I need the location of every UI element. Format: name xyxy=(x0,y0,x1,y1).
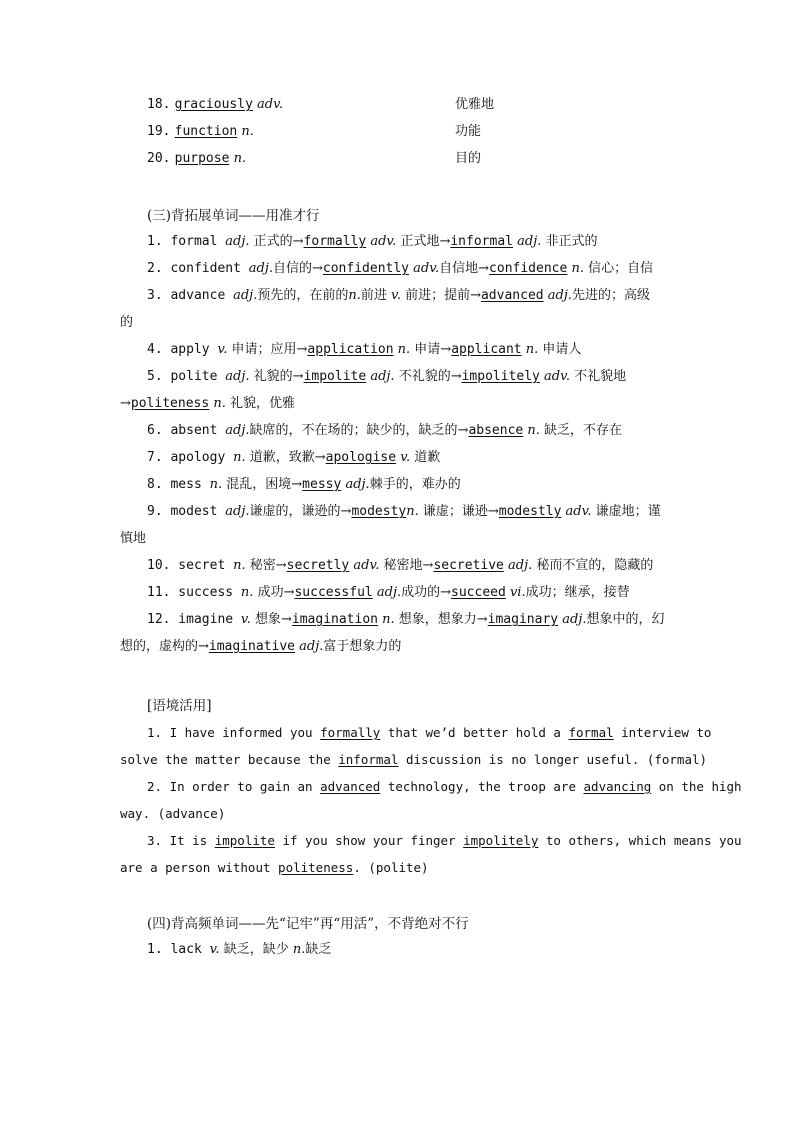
text-segment: 道歉 xyxy=(410,450,441,465)
vocab-row xyxy=(147,91,567,118)
text-segment: 9. modest xyxy=(147,504,226,519)
text-segment: 缺席的，不在场的；缺少的，缺乏的→ xyxy=(249,423,469,438)
text-segment: are a person without xyxy=(120,860,279,875)
text-segment: 信心；自信 xyxy=(583,261,654,276)
answer-word: modesty xyxy=(351,504,407,519)
text-segment: 11. success xyxy=(147,585,241,600)
part-of-speech: n. xyxy=(393,342,411,357)
vocab-row xyxy=(147,118,567,145)
answer-word: impolite xyxy=(303,369,367,384)
part-of-speech: adj. xyxy=(233,288,258,303)
text-segment: 正式的→ xyxy=(249,234,304,249)
answer-word: secretive xyxy=(433,558,504,573)
context-sentence xyxy=(120,773,742,800)
part-of-speech: adj. xyxy=(225,234,250,249)
high-frequency-list xyxy=(120,936,675,963)
text-segment: . (polite) xyxy=(353,860,429,875)
expansion-item-cont xyxy=(120,309,675,336)
part-of-speech: n. xyxy=(209,477,223,492)
answer-word: imaginary xyxy=(487,612,559,627)
text-segment: 1. lack xyxy=(147,942,210,957)
text-segment: 1. I have informed you xyxy=(147,725,321,740)
answer-word: advanced xyxy=(480,288,544,303)
answer-word: informal xyxy=(450,234,513,249)
item-number: 18. xyxy=(147,97,171,112)
text-segment: 成功；继承，接替 xyxy=(525,585,630,600)
answer-word: formal xyxy=(568,725,614,740)
part-of-speech: adv. xyxy=(349,558,380,573)
text-segment: 谦虚的，谦逊的→ xyxy=(249,504,352,519)
text-segment: 成功的→ xyxy=(401,585,452,600)
vocab-meaning: 目的 xyxy=(455,151,482,166)
answer-word: imaginative xyxy=(208,639,295,654)
text-segment: solve the matter because the xyxy=(120,752,339,767)
answer-word: imagination xyxy=(291,612,378,627)
answer-word: apologise xyxy=(325,450,397,465)
text-segment: 4. apply xyxy=(147,342,218,357)
part-of-speech: v. xyxy=(391,288,401,303)
context-sentence xyxy=(120,827,742,854)
answer-word: applicant xyxy=(451,342,522,357)
text-segment: 混乱，困境→ xyxy=(222,477,303,492)
text-segment: discussion is no longer useful. (formal) xyxy=(398,752,708,767)
answer-word: formally xyxy=(320,725,381,740)
answer-word: impolitely xyxy=(463,833,539,848)
part-of-speech: adj. xyxy=(372,585,402,600)
text-segment: 谦虚；谦逊→ xyxy=(418,504,499,519)
answer-word: successful xyxy=(294,585,373,600)
text-segment: 7. apology xyxy=(147,450,234,465)
part-of-speech: adv. xyxy=(257,97,284,112)
answer-word: modestly xyxy=(498,504,562,519)
answer-word: formally xyxy=(303,234,367,249)
text-segment: 想象，想象力→ xyxy=(394,612,488,627)
expansion-item xyxy=(120,417,675,444)
text-segment: 缺乏 xyxy=(305,942,332,957)
part-of-speech: v. xyxy=(217,342,228,357)
text-segment: 礼貌，优雅 xyxy=(225,396,295,411)
text-segment: 慎地 xyxy=(120,531,147,546)
text-segment: 不礼貌的→ xyxy=(394,369,462,384)
part-of-speech: n. xyxy=(233,151,247,166)
context-sentence-cont xyxy=(120,746,708,773)
text-segment: that we’d better hold a xyxy=(380,725,569,740)
text-segment: 谦虚地；谨 xyxy=(591,504,661,519)
context-sentence-cont xyxy=(120,854,675,881)
vocab-meaning: 功能 xyxy=(455,124,482,139)
part-of-speech: vi. xyxy=(505,585,526,600)
part-of-speech: adv. xyxy=(539,369,571,384)
answer-word: informal xyxy=(338,752,399,767)
text-segment: 自信的→ xyxy=(273,261,323,276)
item-number: 20. xyxy=(147,151,171,166)
part-of-speech: n. xyxy=(233,558,246,573)
answer-word: politeness xyxy=(278,860,354,875)
part-of-speech: adj. xyxy=(225,423,250,438)
text-segment: 想象→ xyxy=(250,612,292,627)
text-segment: technology, the troop are xyxy=(380,779,584,794)
expansion-item xyxy=(120,255,675,282)
part-of-speech: n. xyxy=(406,504,419,519)
expansion-item-cont xyxy=(120,633,675,660)
part-of-speech: adj. xyxy=(366,369,395,384)
part-of-speech: adv. xyxy=(366,234,397,249)
text-segment: 想的，虚构的→ xyxy=(120,639,209,654)
answer-word: advancing xyxy=(583,779,652,794)
text-segment: 12. imagine xyxy=(147,612,241,627)
expansion-item xyxy=(120,471,675,498)
part-of-speech: n. xyxy=(523,423,540,438)
text-segment: 不礼貌地 xyxy=(570,369,627,384)
text-segment: 2. In order to gain an xyxy=(147,779,321,794)
text-segment: if you show your finger xyxy=(274,833,464,848)
text-segment: to others, which means you xyxy=(538,833,742,848)
vocab-word: graciously xyxy=(174,97,253,112)
text-segment: 前进 xyxy=(360,288,392,303)
expansion-item xyxy=(120,363,675,390)
text-segment: 3. It is xyxy=(147,833,215,848)
answer-word: impolite xyxy=(214,833,275,848)
expansion-word-list xyxy=(120,228,675,660)
text-segment: 申请→ xyxy=(410,342,452,357)
answer-word: politeness xyxy=(130,396,210,411)
text-segment: 6. absent xyxy=(147,423,226,438)
vocab-meaning: 优雅地 xyxy=(455,97,495,112)
text-segment: 缺乏，不存在 xyxy=(539,423,623,438)
answer-word: absence xyxy=(468,423,524,438)
text-segment: 10. secret xyxy=(147,558,234,573)
text-segment: → xyxy=(120,396,131,411)
high-frequency-item xyxy=(120,936,675,963)
text-segment: 富于想象力的 xyxy=(323,639,402,654)
section-title: (四)背高频单词——先“记牢”再“用活”，不背绝对不行 xyxy=(147,916,469,932)
text-segment: 秘密地→ xyxy=(379,558,434,573)
part-of-speech: n. xyxy=(567,261,584,276)
text-segment: 礼貌的→ xyxy=(249,369,304,384)
answer-word: messy xyxy=(302,477,342,492)
text-segment: 棘手的，难办的 xyxy=(369,477,461,492)
text-segment: 秘密→ xyxy=(245,558,287,573)
answer-word: impolitely xyxy=(461,369,540,384)
part-of-speech: v. xyxy=(396,450,411,465)
part-of-speech: adj. xyxy=(341,477,370,492)
text-segment: 正式地→ xyxy=(396,234,451,249)
text-segment: 缺乏，缺少 xyxy=(219,942,293,957)
answer-word: secretly xyxy=(286,558,350,573)
part-of-speech: adj. xyxy=(225,504,250,519)
part-of-speech: adj. xyxy=(558,612,587,627)
expansion-item xyxy=(120,282,675,309)
text-segment: interview to xyxy=(613,725,712,740)
expansion-item xyxy=(120,579,675,606)
text-segment: way. (advance) xyxy=(120,806,226,821)
text-segment: 成功→ xyxy=(253,585,295,600)
text-segment: 5. polite xyxy=(147,369,226,384)
text-segment: 想象中的，幻 xyxy=(586,612,665,627)
section-title: (三)背拓展单词——用准才行 xyxy=(147,208,320,224)
answer-word: confidence xyxy=(489,261,568,276)
context-sentence-cont xyxy=(120,800,675,827)
text-segment: 先进的；高级 xyxy=(571,288,650,303)
part-of-speech: v. xyxy=(240,612,251,627)
part-of-speech: n. xyxy=(241,124,254,139)
part-of-speech: adj. xyxy=(225,369,250,384)
context-title: [语境活用] xyxy=(147,698,212,714)
part-of-speech: n. xyxy=(521,342,539,357)
answer-word: advanced xyxy=(320,779,381,794)
context-sentences xyxy=(120,719,742,881)
expansion-item xyxy=(120,336,675,363)
text-segment: 申请；应用→ xyxy=(227,342,308,357)
part-of-speech: n. xyxy=(377,612,395,627)
text-segment: 3. advance xyxy=(147,288,234,303)
text-segment: 道歉，致歉→ xyxy=(245,450,326,465)
answer-word: succeed xyxy=(451,585,506,600)
part-of-speech: adj. xyxy=(295,639,324,654)
text-segment: 非正式的 xyxy=(541,234,598,249)
part-of-speech: v. xyxy=(209,942,220,957)
text-segment: 申请人 xyxy=(538,342,582,357)
part-of-speech: adv. xyxy=(561,504,592,519)
vocab-word: function xyxy=(174,124,238,139)
answer-word: application xyxy=(307,342,394,357)
text-segment: 自信地→ xyxy=(439,261,490,276)
text-segment: on the high xyxy=(651,779,742,794)
text-segment: 2. confident xyxy=(147,261,249,276)
part-of-speech: adv. xyxy=(409,261,440,276)
item-number: 19. xyxy=(147,124,171,139)
expansion-item xyxy=(120,552,675,579)
text-segment: 预先的，在前的 xyxy=(257,288,349,303)
expansion-item-cont xyxy=(120,390,675,417)
part-of-speech: adj. xyxy=(248,261,273,276)
context-sentence xyxy=(120,719,712,746)
expansion-item xyxy=(120,498,675,525)
part-of-speech: adj. xyxy=(512,234,542,249)
part-of-speech: n. xyxy=(292,942,306,957)
part-of-speech: adj. xyxy=(503,558,533,573)
part-of-speech: n. xyxy=(348,288,361,303)
text-segment: 的 xyxy=(120,315,134,330)
part-of-speech: adj. xyxy=(543,288,572,303)
expansion-item xyxy=(120,606,675,633)
vocab-row xyxy=(147,145,567,172)
expansion-item xyxy=(120,444,675,471)
expansion-item xyxy=(120,228,675,255)
text-segment: 1. formal xyxy=(147,234,226,249)
part-of-speech: n. xyxy=(240,585,254,600)
answer-word: confidently xyxy=(322,261,409,276)
text-segment: 8. mess xyxy=(147,477,210,492)
text-segment: 秘而不宣的，隐藏的 xyxy=(532,558,654,573)
vocab-word: purpose xyxy=(174,151,230,166)
part-of-speech: n. xyxy=(233,450,246,465)
expansion-item-cont xyxy=(120,525,675,552)
part-of-speech: n. xyxy=(209,396,226,411)
text-segment: 前进；提前→ xyxy=(400,288,481,303)
